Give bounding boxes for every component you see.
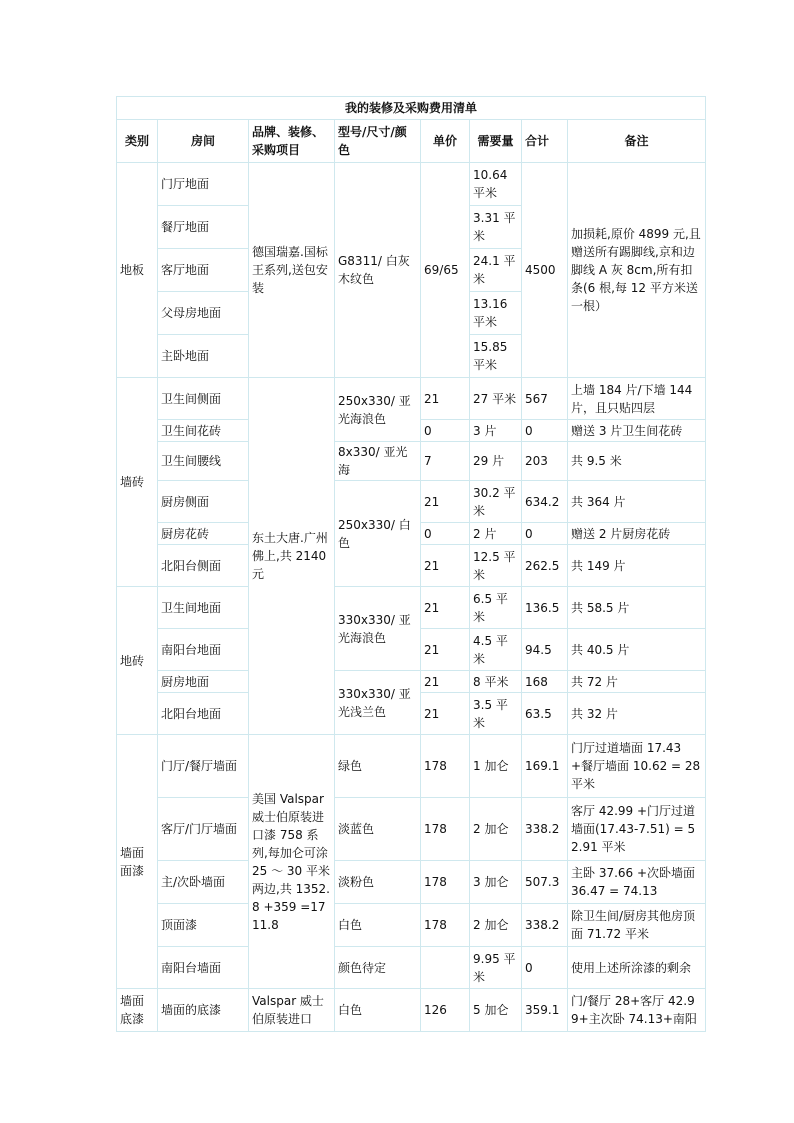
model-cell: 白色 (335, 989, 421, 1032)
note-cell: 共 9.5 米 (568, 442, 706, 481)
note-cell: 共 72 片 (568, 671, 706, 693)
total-cell: 634.2 (522, 481, 568, 523)
room-cell: 南阳台地面 (158, 629, 249, 671)
room-cell: 餐厅地面 (158, 206, 249, 249)
table-row (117, 481, 706, 523)
model-cell: 250x330/ 亚光海浪色 (335, 378, 421, 442)
category-cell: 墙砖 (117, 378, 158, 587)
header-model: 型号/尺寸/颜色 (335, 120, 421, 163)
qty-cell: 24.1 平米 (470, 249, 522, 292)
qty-cell: 3.5 平米 (470, 693, 522, 735)
price-cell: 126 (421, 989, 470, 1032)
room-cell: 南阳台墙面 (158, 947, 249, 989)
model-cell: 250x330/ 白色 (335, 481, 421, 587)
price-cell: 178 (421, 861, 470, 904)
expense-table (116, 96, 706, 1032)
qty-cell: 6.5 平米 (470, 587, 522, 629)
total-cell: 338.2 (522, 904, 568, 947)
note-cell: 上墙 184 片/下墙 144 片，且只贴四层 (568, 378, 706, 420)
qty-cell: 8 平米 (470, 671, 522, 693)
note-cell: 除卫生间/厨房其他房顶面 71.72 平米 (568, 904, 706, 947)
note-cell: 共 364 片 (568, 481, 706, 523)
price-cell: 178 (421, 735, 470, 798)
room-cell: 父母房地面 (158, 292, 249, 335)
total-cell: 0 (522, 420, 568, 442)
model-cell: 8x330/ 亚光海 (335, 442, 421, 481)
total-cell: 168 (522, 671, 568, 693)
header-category: 类别 (117, 120, 158, 163)
note-cell: 客厅 42.99 +门厅过道墙面(17.43-7.51) = 52.91 平米 (568, 798, 706, 861)
qty-cell: 5 加仑 (470, 989, 522, 1032)
room-cell: 客厅/门厅墙面 (158, 798, 249, 861)
total-cell: 63.5 (522, 693, 568, 735)
table-row (117, 904, 706, 947)
price-cell (421, 947, 470, 989)
header-room: 房间 (158, 120, 249, 163)
room-cell: 卫生间腰线 (158, 442, 249, 481)
brand-cell: 东土大唐.广州佛上,共 2140 元 (249, 378, 335, 735)
qty-cell: 3 片 (470, 420, 522, 442)
price-cell: 69/65 (421, 163, 470, 378)
header-qty: 需要量 (470, 120, 522, 163)
table-row (117, 442, 706, 481)
note-cell: 主卧 37.66 +次卧墙面 36.47 = 74.13 (568, 861, 706, 904)
header-price: 单价 (421, 120, 470, 163)
price-cell: 0 (421, 420, 470, 442)
total-cell: 4500 (522, 163, 568, 378)
room-cell: 门厅/餐厅墙面 (158, 735, 249, 798)
total-cell: 203 (522, 442, 568, 481)
table-row (117, 587, 706, 629)
room-cell: 厨房花砖 (158, 523, 249, 545)
model-cell: 淡蓝色 (335, 798, 421, 861)
total-cell: 94.5 (522, 629, 568, 671)
qty-cell: 2 片 (470, 523, 522, 545)
qty-cell: 3.31 平米 (470, 206, 522, 249)
header-total: 合计 (522, 120, 568, 163)
total-cell: 359.1 (522, 989, 568, 1032)
price-cell: 178 (421, 904, 470, 947)
note-cell: 共 58.5 片 (568, 587, 706, 629)
qty-cell: 2 加仑 (470, 798, 522, 861)
model-cell: 颜色待定 (335, 947, 421, 989)
price-cell: 21 (421, 481, 470, 523)
note-cell: 赠送 2 片厨房花砖 (568, 523, 706, 545)
total-cell: 0 (522, 523, 568, 545)
table-row (117, 378, 706, 420)
room-cell: 顶面漆 (158, 904, 249, 947)
table-row (117, 947, 706, 989)
price-cell: 7 (421, 442, 470, 481)
header-brand: 品牌、装修、采购项目 (249, 120, 335, 163)
table-row (117, 671, 706, 693)
total-cell: 567 (522, 378, 568, 420)
total-cell: 338.2 (522, 798, 568, 861)
category-cell: 墙面面漆 (117, 735, 158, 989)
qty-cell: 12.5 平米 (470, 545, 522, 587)
qty-cell: 4.5 平米 (470, 629, 522, 671)
brand-cell: 美国 Valspar 威士伯原装进口漆 758 系列,每加仑可涂 25 ～ 30 平米两边,共 1352.8 +359 =1711.8 (249, 735, 335, 989)
price-cell: 21 (421, 629, 470, 671)
room-cell: 客厅地面 (158, 249, 249, 292)
table-row (117, 861, 706, 904)
note-cell: 使用上述所涂漆的剩余 (568, 947, 706, 989)
room-cell: 主卧地面 (158, 335, 249, 378)
table-row (117, 163, 706, 206)
room-cell: 卫生间地面 (158, 587, 249, 629)
price-cell: 21 (421, 671, 470, 693)
total-cell: 0 (522, 947, 568, 989)
room-cell: 墙面的底漆 (158, 989, 249, 1032)
price-cell: 178 (421, 798, 470, 861)
total-cell: 507.3 (522, 861, 568, 904)
category-cell: 地砖 (117, 587, 158, 735)
model-cell: 白色 (335, 904, 421, 947)
qty-cell: 2 加仑 (470, 904, 522, 947)
room-cell: 厨房地面 (158, 671, 249, 693)
note-cell: 门/餐厅 28+客厅 42.99+主次卧 74.13+南阳 (568, 989, 706, 1032)
model-cell: 330x330/ 亚光海浪色 (335, 587, 421, 671)
qty-cell: 30.2 平米 (470, 481, 522, 523)
total-cell: 169.1 (522, 735, 568, 798)
brand-cell: Valspar 威士伯原装进口 (249, 989, 335, 1032)
note-cell: 共 40.5 片 (568, 629, 706, 671)
model-cell: 绿色 (335, 735, 421, 798)
table-title: 我的装修及采购费用清单 (117, 97, 706, 120)
note-cell: 共 149 片 (568, 545, 706, 587)
qty-cell: 27 平米 (470, 378, 522, 420)
qty-cell: 10.64 平米 (470, 163, 522, 206)
note-cell: 门厅过道墙面 17.43 +餐厅墙面 10.62 = 28 平米 (568, 735, 706, 798)
table-row (117, 989, 706, 1032)
header-note: 备注 (568, 120, 706, 163)
note-cell: 共 32 片 (568, 693, 706, 735)
room-cell: 卫生间侧面 (158, 378, 249, 420)
table-row (117, 735, 706, 798)
brand-cell: 德国瑞嘉.国标王系列,送包安装 (249, 163, 335, 378)
category-cell: 地板 (117, 163, 158, 378)
note-cell: 赠送 3 片卫生间花砖 (568, 420, 706, 442)
total-cell: 136.5 (522, 587, 568, 629)
price-cell: 21 (421, 545, 470, 587)
model-cell: G8311/ 白灰木纹色 (335, 163, 421, 378)
model-cell: 330x330/ 亚光浅兰色 (335, 671, 421, 735)
room-cell: 门厅地面 (158, 163, 249, 206)
room-cell: 厨房侧面 (158, 481, 249, 523)
room-cell: 主/次卧墙面 (158, 861, 249, 904)
price-cell: 21 (421, 587, 470, 629)
price-cell: 21 (421, 378, 470, 420)
qty-cell: 9.95 平米 (470, 947, 522, 989)
qty-cell: 1 加仑 (470, 735, 522, 798)
price-cell: 0 (421, 523, 470, 545)
qty-cell: 29 片 (470, 442, 522, 481)
price-cell: 21 (421, 693, 470, 735)
qty-cell: 15.85 平米 (470, 335, 522, 378)
category-cell: 墙面底漆 (117, 989, 158, 1032)
qty-cell: 3 加仑 (470, 861, 522, 904)
note-cell: 加损耗,原价 4899 元,且赠送所有踢脚线,京和边脚线 A 灰 8cm,所有扣条(6 根,每 12 平方米送一根） (568, 163, 706, 378)
room-cell: 卫生间花砖 (158, 420, 249, 442)
room-cell: 北阳台地面 (158, 693, 249, 735)
model-cell: 淡粉色 (335, 861, 421, 904)
table-row (117, 798, 706, 861)
header-row (117, 120, 706, 163)
qty-cell: 13.16 平米 (470, 292, 522, 335)
room-cell: 北阳台侧面 (158, 545, 249, 587)
total-cell: 262.5 (522, 545, 568, 587)
